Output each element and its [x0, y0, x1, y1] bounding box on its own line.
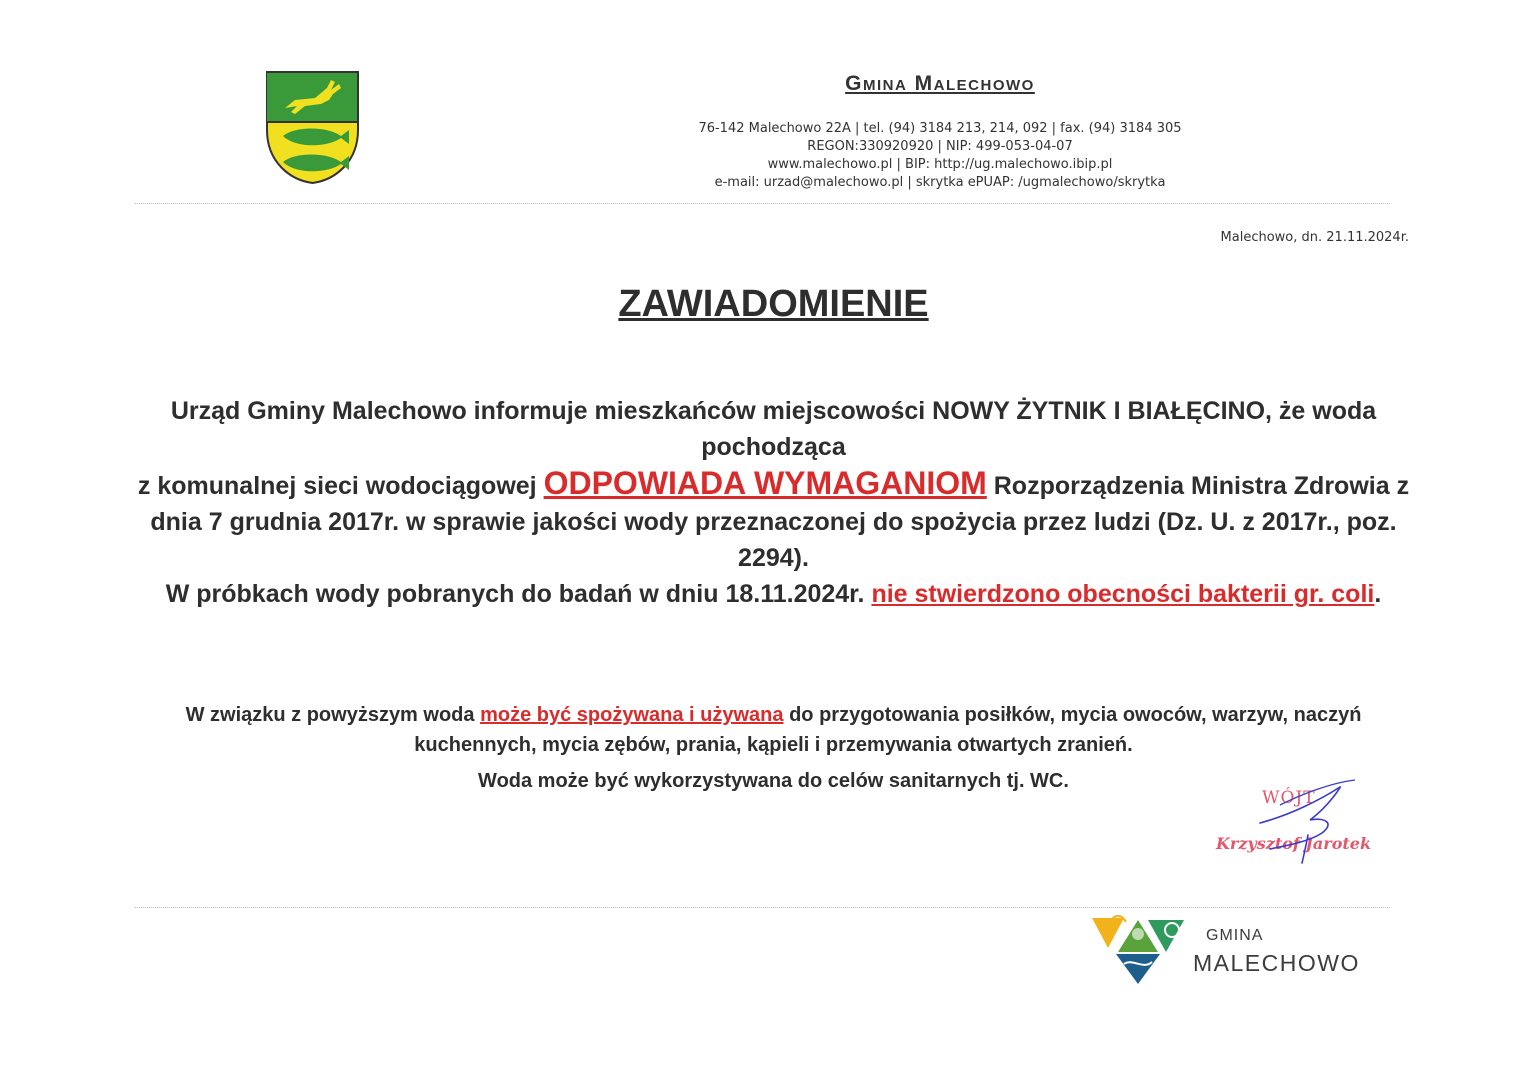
- usage-text-b: do przygotowania posiłków, mycia owoców, warzyw, naczyń kuchennych, mycia zębów, prania, kąpieli i przemywania otwartych zranień.: [414, 704, 1362, 756]
- notice-text-1b: z komunalnej sieci wodociągowej: [137, 472, 537, 500]
- document-title-text: ZAWIADOMIENIE: [618, 283, 929, 325]
- usage-text-a: W związku z powyższym woda: [185, 704, 475, 726]
- footer-divider: [135, 907, 1390, 908]
- notice-text-2-end: .: [1374, 580, 1382, 608]
- contact-details: [590, 120, 1290, 192]
- footer-logo-small-text: GMINA: [1206, 927, 1264, 944]
- notice-text-2a: W próbkach wody pobranych do badań w dniu 18.11.2024r.: [165, 580, 865, 608]
- usage-paragraph: [150, 700, 1397, 760]
- stamp-name: Krzysztof Jarotek: [1216, 834, 1372, 853]
- contact-regon-line: REGON:330920920 | NIP: 499-053-04-07: [807, 139, 1073, 154]
- document-date: Malechowo, dn. 21.11.2024r.: [1220, 230, 1409, 245]
- bacteria-highlight: nie stwierdzono obecności bakterii gr. coli: [871, 580, 1375, 608]
- organization-name: Gmina Malechowo: [845, 72, 1035, 95]
- contact-web-line: www.malechowo.pl | BIP: http://ug.malechowo.ibip.pl: [767, 157, 1113, 172]
- gmina-logo-icon: [1088, 912, 1188, 984]
- notice-paragraph-2: [130, 576, 1417, 612]
- sanitary-paragraph: Woda może być wykorzystywana do celów sanitarnych tj. WC.: [478, 770, 1069, 792]
- coat-of-arms-icon: [265, 70, 360, 185]
- compliance-highlight: ODPOWIADA WYMAGANIOM: [543, 465, 987, 501]
- signature-icon: [1230, 775, 1370, 870]
- document-title: [0, 283, 1527, 326]
- stamp-title: WÓJT: [1262, 788, 1316, 808]
- contact-address-line: 76-142 Malechowo 22A | tel. (94) 3184 213, 214, 092 | fax. (94) 3184 305: [698, 121, 1182, 136]
- usage-highlight: może być spożywana i używana: [480, 704, 784, 726]
- notice-main-text: [130, 393, 1417, 612]
- notice-paragraph-1: [130, 393, 1417, 576]
- notice-text-1a: Urząd Gminy Malechowo informuje mieszkańców miejscowości NOWY ŻYTNIK I BIAŁĘCINO, że woda pochodząca: [170, 397, 1377, 461]
- footer-logo-large-text: MALECHOWO: [1193, 950, 1360, 976]
- notice-text-1c: Rozporządzenia Ministra Zdrowia z dnia 7 grudnia 2017r. w sprawie jakości wody przeznaczonej do spożycia przez ludzi (Dz. U. z 2017r., poz. 2294).: [150, 472, 1410, 572]
- header-divider: [135, 203, 1390, 204]
- contact-email-line: e-mail: urzad@malechowo.pl | skrytka ePUAP: /ugmalechowo/skrytka: [714, 175, 1166, 190]
